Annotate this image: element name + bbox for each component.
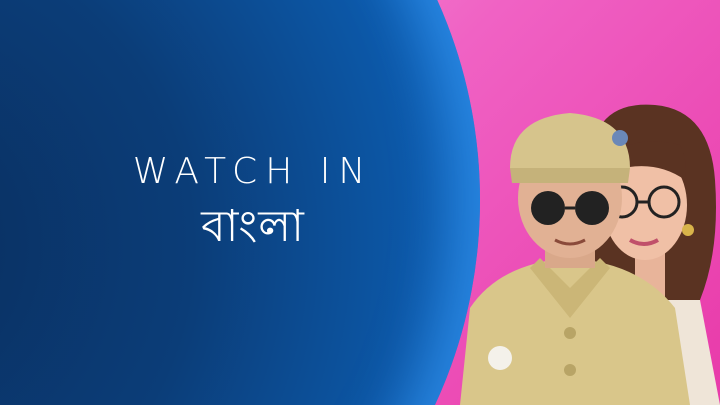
man-icon [460,108,690,405]
headline-text: WATCH IN [132,151,374,192]
language-text: বাংলা [201,201,305,252]
banner-copy [108,150,398,256]
